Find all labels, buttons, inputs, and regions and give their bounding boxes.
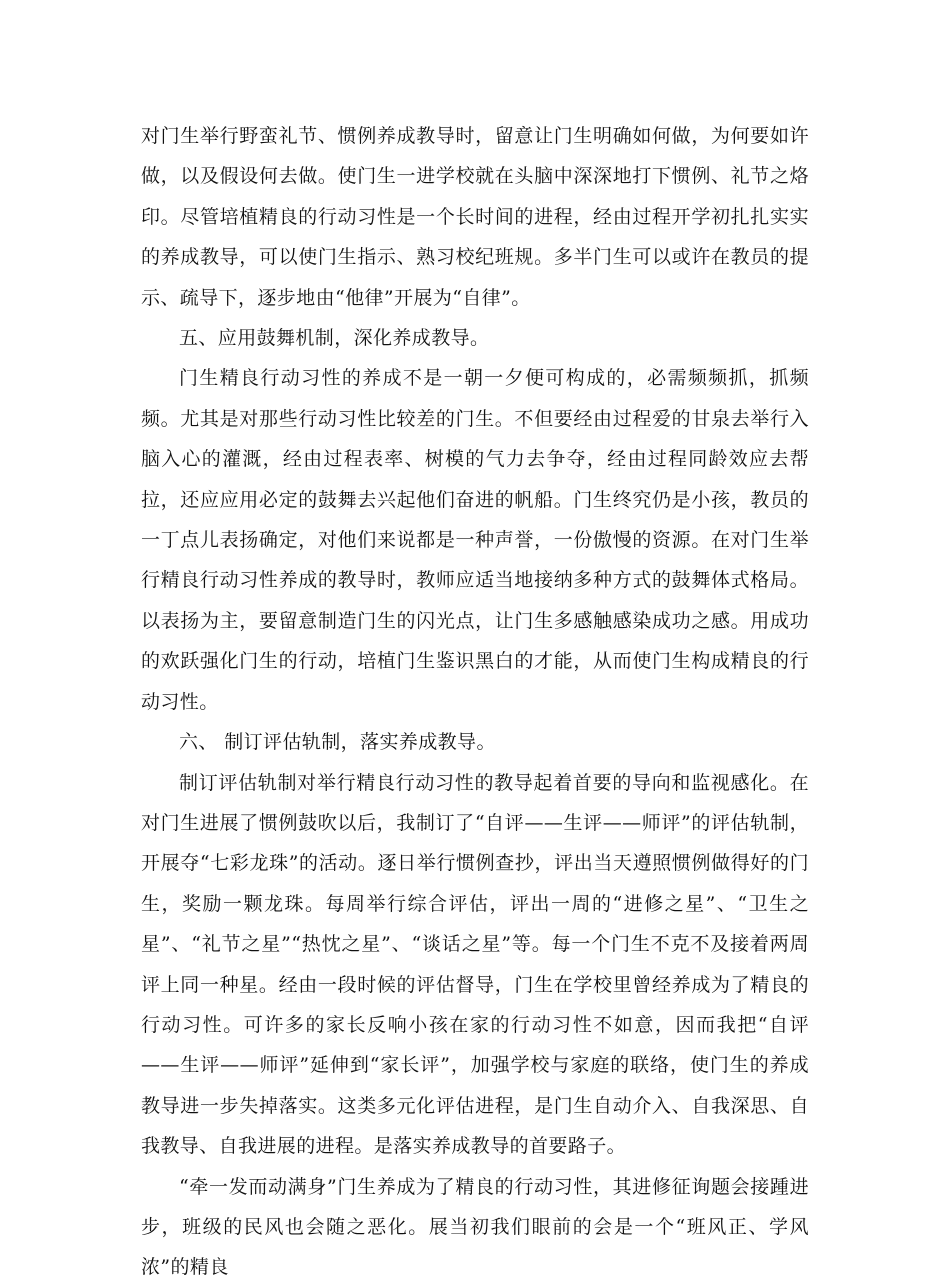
paragraph-habits-intro: 对门生举行野蛮礼节、惯例养成教导时，留意让门生明确如何做，为何要如许做，以及假设何去做。使门生一进学校就在头脑中深深地打下惯例、礼节之烙印。尽管培植精良的行动习性是一个长时间的进程，经由过程开学初扎扎实实的养成教导，可以使门生指示、熟习校纪班规。多半门生可以或许在教员的提示、疏导下，逐步地由“他律”开展为“自律”。 (141, 125, 809, 309)
paragraph-encouragement: 门生精良行动习性的养成不是一朝一夕便可构成的，必需频频抓，抓频频。尤其是对那些行动习性比较差的门生。不但要经由过程爱的甘泉去举行入脑入心的灌溉，经由过程表率、树模的气力去争夺，经由过程同龄效应去帮拉，还应应用必定的鼓舞去兴起他们奋进的帆船。门生终究仍是小孩，教员的一丁点儿表扬确定，对他们来说都是一种声誉，一份傲慢的资源。在对门生举行精良行动习性养成的教导时，教师应适当地接纳多种方式的鼓舞体式格局。以表扬为主，要留意制造门生的闪光点，让门生多感触感染成功之感。用成功的欢跃强化门生的行动，培植门生鉴识黑白的才能，从而使门生构成精良的行动习性。 (141, 367, 809, 713)
paragraph-evaluation: 制订评估轨制对举行精良行动习性的教导起着首要的导向和监视感化。在对门生进展了惯例鼓吹以后，我制订了“自评——生评——师评”的评估轨制，开展夺“七彩龙珠”的活动。逐日举行惯例查抄，评出当天遵照惯例做得好的门生，奖励一颗龙珠。每周举行综合评估，评出一周的“进修之星”、“卫生之星”、“礼节之星”“热忱之星”、“谈话之星”等。每一个门生不克不及接着两周评上同一种星。经由一段时候的评估督导，门生在学校里曾经养成为了精良的行动习性。可许多的家长反响小孩在家的行动习性不如意，因而我把“自评——生评——师评”延伸到“家长评”，加强学校与家庭的联络，使门生的养成教导进一步失掉落实。这类多元化评估进程，是门生自动介入、自我深思、自我教导、自我进展的进程。是落实养成教导的首要路子。 (141, 771, 809, 1158)
section-heading-5: 五、应用鼓舞机制，深化养成教导。 (179, 327, 490, 350)
document-body (141, 116, 809, 1288)
paragraph-conclusion: “牵一发而动满身”门生养成为了精良的行动习性，其进修征询题会接踵进步，班级的民风也会随之恶化。展当初我们眼前的会是一个“班风正、学风浓”的精良 (141, 1175, 809, 1279)
section-heading-6: 六、 制订评估轨制，落实养成教导。 (179, 731, 496, 754)
